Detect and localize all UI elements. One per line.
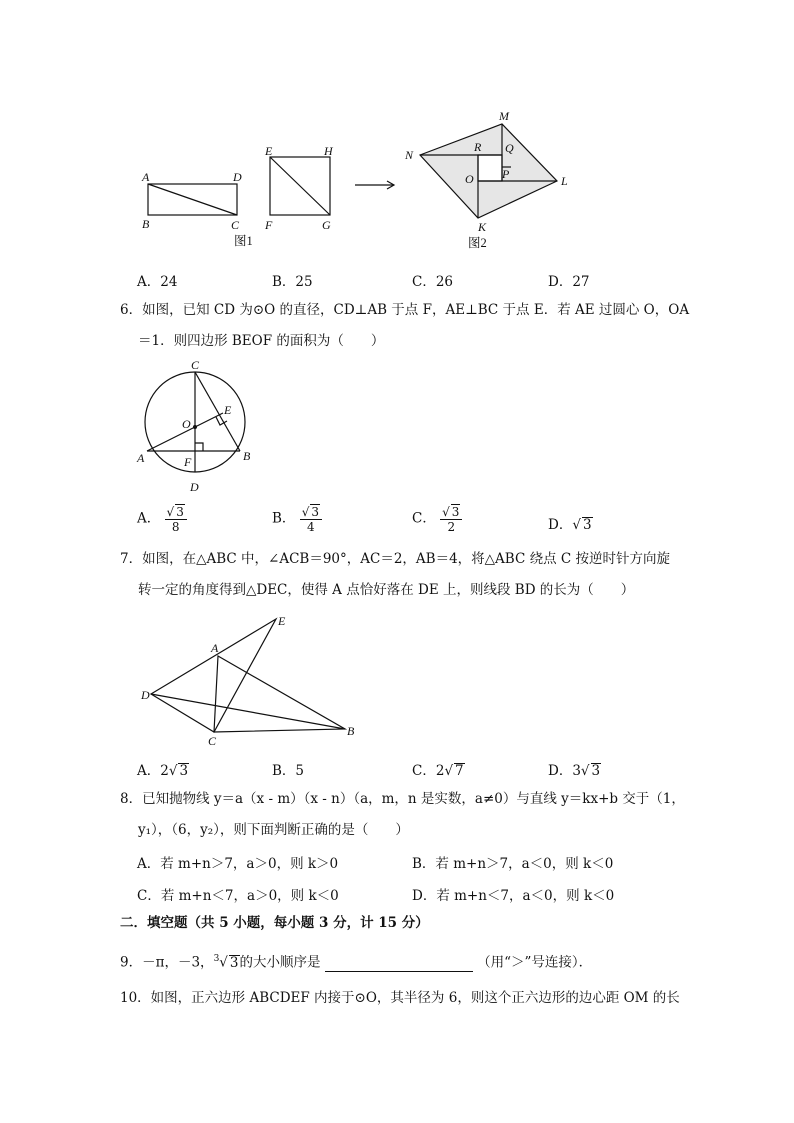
q6-option-a-fraction: $\frac{√ 3}{8}$ <box>165 504 187 534</box>
label-F1: F <box>265 218 273 232</box>
label-G1: G <box>322 218 331 232</box>
q5-option-b[interactable]: B．25 <box>272 274 313 290</box>
q8-option-a[interactable]: A．若 m+n＞7，a＞0，则 k＞0 <box>137 856 339 872</box>
q9-middle: 的大小顺序是 <box>239 954 321 971</box>
q8-option-c[interactable]: C．若 m+n＜7，a＞0，则 k＜0 <box>137 888 339 904</box>
q6-text-line1: 6．如图，已知 CD 为⊙O 的直径，CD⊥AB 于点 F，AE⊥BC 于点 E．若 AE 过圆心 O，OA <box>120 302 690 318</box>
q6-option-b-fraction: $\frac{√ 3}{4}$ <box>300 504 322 534</box>
label-A1: A <box>142 170 150 184</box>
label-C: C <box>208 734 217 748</box>
label-L: L <box>561 174 568 188</box>
label-N: N <box>405 148 414 162</box>
q7-option-a[interactable]: A．2√ 3 <box>137 763 189 779</box>
label-M: M <box>499 109 509 123</box>
q8-text-line2: y₁），（6，y₂），则下面判断正确的是（ ） <box>138 822 409 838</box>
q6-option-c-letter: C． <box>412 510 436 527</box>
label-B1: B <box>142 217 150 231</box>
label-C1: C <box>231 218 240 232</box>
label-A: A <box>137 451 145 465</box>
q7-option-a-letter: A． <box>137 763 161 779</box>
label-F: F <box>184 455 192 469</box>
label-O: O <box>465 172 474 186</box>
q5-option-d[interactable]: D．27 <box>548 274 590 290</box>
q6-c-radicand: 3 <box>451 505 460 519</box>
q6-b-denominator: 4 <box>307 520 315 534</box>
label-H1: H <box>324 144 333 158</box>
q7-text-line2: 转一定的角度得到△DEC，使得 A 点恰好落在 DE 上，则线段 BD 的长为（ ） <box>138 582 635 598</box>
q6-a-radicand: 3 <box>176 505 184 519</box>
triangle-abc <box>214 656 345 732</box>
q6-b-radicand: 3 <box>311 505 320 519</box>
q7-a-radicand: 3 <box>179 763 189 779</box>
label-D: D <box>141 688 150 702</box>
label-B: B <box>243 449 251 463</box>
label-O: O <box>182 417 191 431</box>
q7-d-radicand: 3 <box>591 763 601 779</box>
q6-text-line2: ＝1．则四边形 BEOF 的面积为（ ） <box>138 333 385 349</box>
q7-option-c[interactable]: C．2√ 7 <box>412 763 464 779</box>
label-E: E <box>224 403 232 417</box>
label-Q: Q <box>505 141 514 155</box>
label-B: B <box>347 724 355 738</box>
q7-c-radicand: 7 <box>455 763 464 779</box>
section-2-title: 二．填空题（共 5 小题，每小题 3 分，计 15 分） <box>120 915 429 931</box>
q7-a-coef: 2 <box>160 763 169 779</box>
q7-option-c-letter: C． <box>412 763 436 779</box>
q6-option-d-letter: D． <box>548 517 573 533</box>
label-C: C <box>191 358 200 372</box>
q8-option-b[interactable]: B．若 m+n＞7，a＜0，则 k＜0 <box>412 856 614 872</box>
q7-option-d-letter: D． <box>548 763 573 779</box>
fig1-caption: 图1 <box>234 234 253 248</box>
fig2-caption: 图2 <box>468 236 487 250</box>
q7-text-line1: 7．如图，在△ABC 中，∠ACB＝90°，AC＝2，AB＝4，将△ABC 绕点 C 按逆时针方向旋 <box>120 551 671 567</box>
q8-text-line1: 8．已知抛物线 y＝a（x - m）（x - n）（a，m，n 是实数，a≠0）与直线 y＝kx+b 交于（1， <box>120 791 685 807</box>
q7-option-b-letter: B． <box>272 763 296 779</box>
q9-answer-blank[interactable] <box>325 957 473 972</box>
label-E: E <box>278 614 286 628</box>
q9-text: 9．－π，－3，$^3$√ 3的大小顺序是 （用“＞”号连接）． <box>120 954 593 971</box>
q6-option-c-fraction: $\frac{√ 3}{2}$ <box>440 504 462 534</box>
q5-option-c[interactable]: C．26 <box>412 274 454 290</box>
q6-a-denominator: 8 <box>171 520 180 534</box>
q5-option-a[interactable]: A．24 <box>137 274 178 290</box>
q6-d-radicand: 3 <box>582 517 592 533</box>
q7-b-value: 5 <box>295 763 305 779</box>
label-E1: E <box>265 144 273 158</box>
q6-option-b-letter: B． <box>272 510 296 527</box>
q6-c-denominator: 2 <box>447 520 456 534</box>
q9-root-index: 3 <box>213 954 220 964</box>
q9-prefix: 9．－π，－3， <box>120 954 214 971</box>
q6-option-d[interactable]: D．√ 3 <box>548 517 592 533</box>
label-R: R <box>474 140 482 154</box>
q6-option-a-letter: A． <box>137 510 161 527</box>
label-A: A <box>211 641 219 655</box>
q10-text-line1: 10．如图，正六边形 ABCDEF 内接于⊙O，其半径为 6，则这个正六边形的边心距 OM 的长 <box>120 990 680 1006</box>
q7-option-d[interactable]: D．3√ 3 <box>548 763 601 779</box>
label-P: P <box>502 167 510 181</box>
label-D1: D <box>233 170 242 184</box>
label-K: K <box>478 220 487 234</box>
q7-option-b[interactable] <box>272 759 304 779</box>
q9-suffix: （用“＞”号连接）． <box>477 954 593 971</box>
triangle-dec <box>151 619 276 732</box>
q8-option-d[interactable]: D．若 m+n＜7，a＜0，则 k＜0 <box>412 888 615 904</box>
label-D: D <box>190 480 199 494</box>
q9-radicand: 3 <box>229 954 239 971</box>
q7-d-coef: 3 <box>572 763 581 779</box>
q7-c-coef: 2 <box>435 763 445 779</box>
